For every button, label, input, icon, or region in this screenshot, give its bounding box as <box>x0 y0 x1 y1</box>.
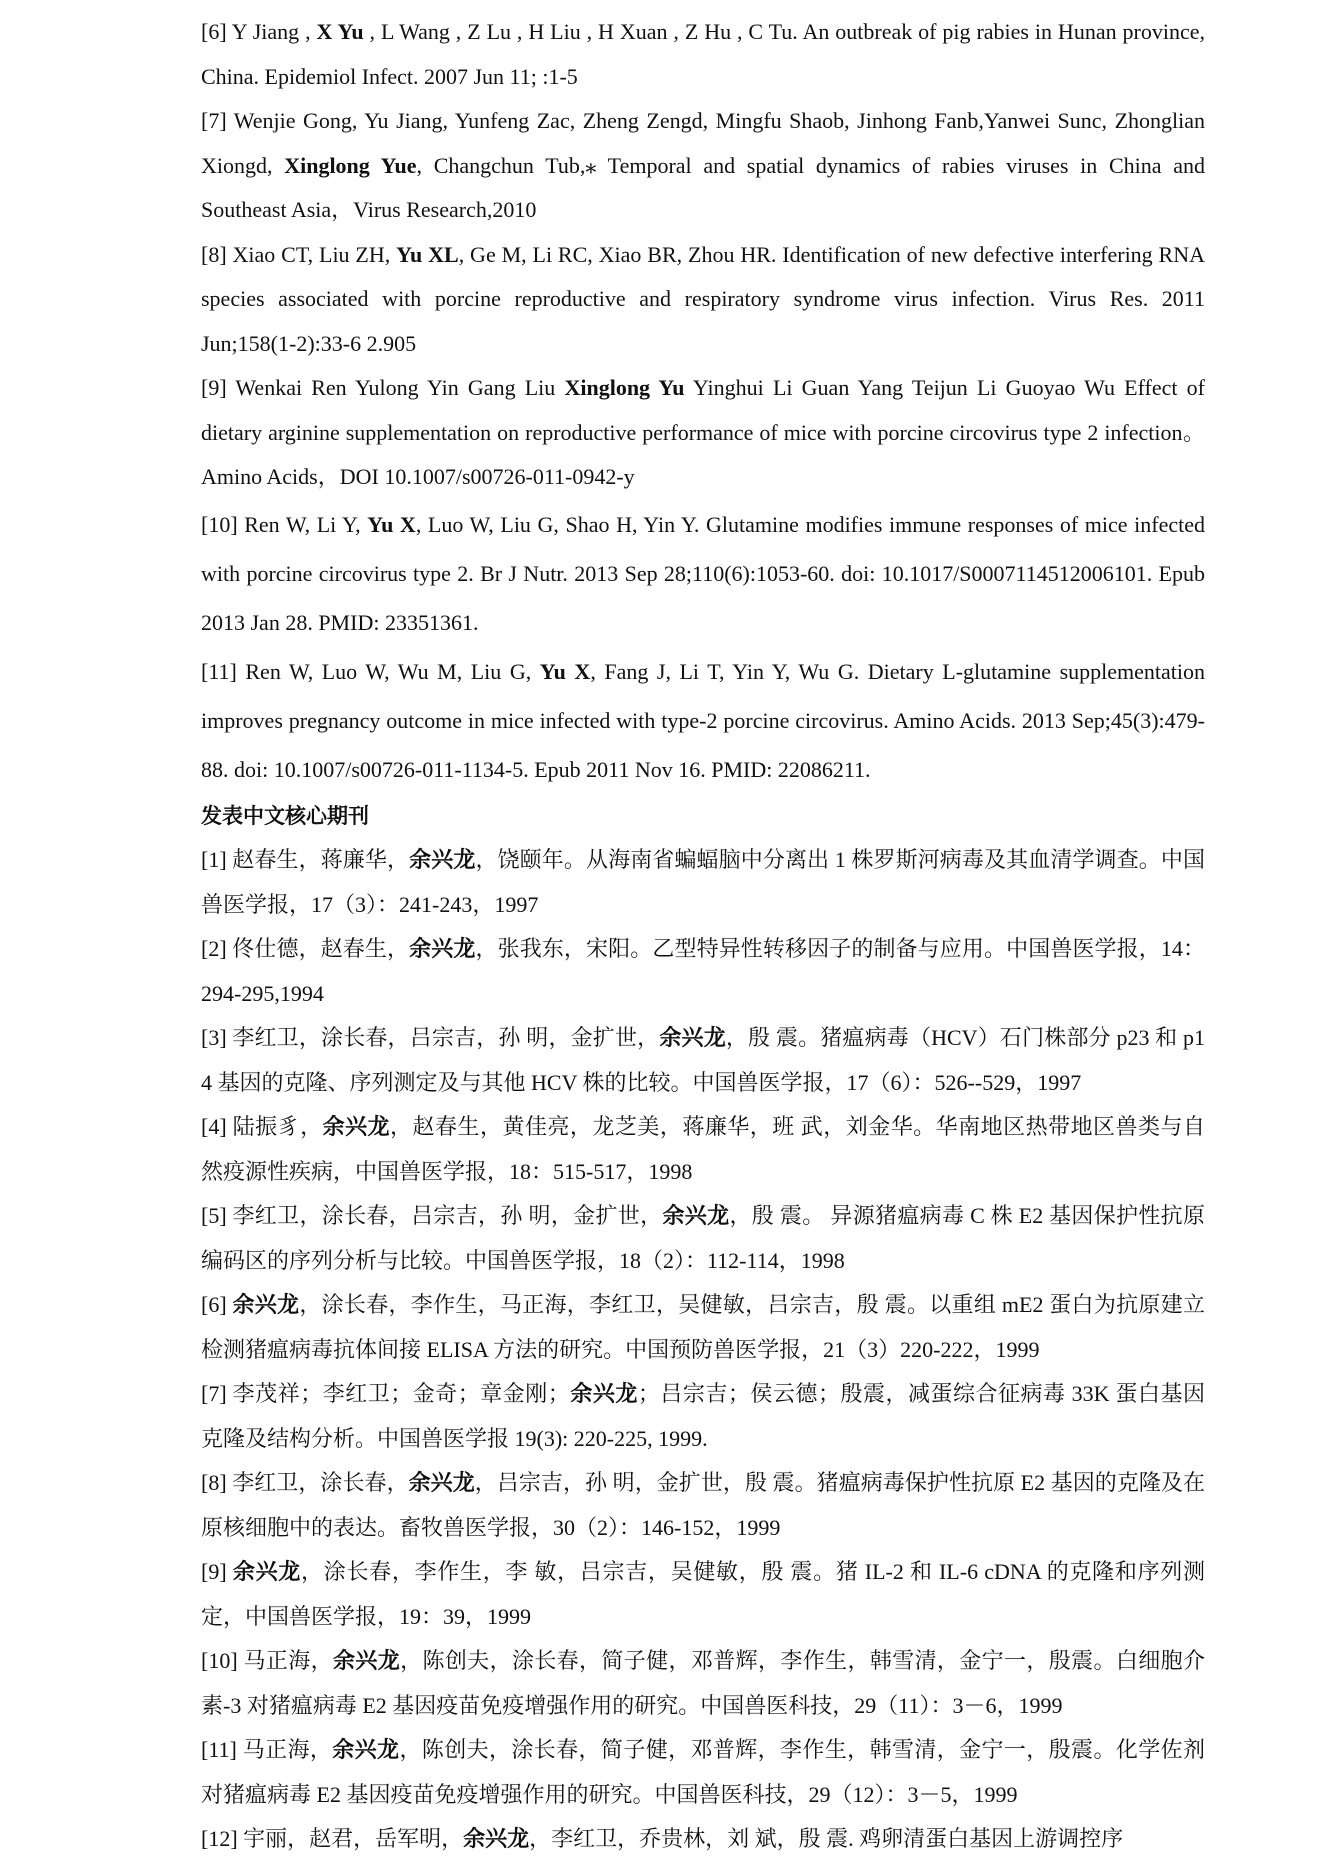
reference-text: [3] 李红卫，涂长春，吕宗吉，孙 明，金扩世， <box>201 1025 660 1050</box>
reference-text: ，张我东，宋阳。乙型特异性转移因子的制备与应用。中国兽医学报，14：294-295,1994 <box>201 936 1205 1006</box>
reference-text: , Ge M, Li RC, Xiao BR, Zhou HR. Identification of new defective interfering RNA species associated with porcine reproductive and respiratory syndrome virus infection. Virus Res. 2011 Jun;158(1-2):33-6 2.905 <box>201 241 1205 356</box>
highlighted-author: Xinglong Yu <box>564 375 685 400</box>
reference-text: [2] 佟仕德，赵春生， <box>201 936 410 961</box>
reference-item <box>201 99 1205 233</box>
highlighted-author: 余兴龙 <box>333 1648 401 1673</box>
reference-text: [9] Wenkai Ren Yulong Yin Gang Liu <box>201 375 565 400</box>
reference-item <box>201 1550 1205 1639</box>
reference-item <box>201 1283 1205 1372</box>
reference-item <box>201 927 1205 1016</box>
reference-text: ，吕宗吉，孙 明，金扩世，殷 震。猪瘟病毒保护性抗原 E2 基因的克隆及在原核细胞中的表达。畜牧兽医学报，30（2）：146-152，1999 <box>201 1470 1205 1540</box>
highlighted-author: 余兴龙 <box>322 1114 391 1139</box>
highlighted-author: 余兴龙 <box>463 1826 530 1851</box>
highlighted-author: 余兴龙 <box>569 1381 638 1406</box>
reference-text: [7] Wenjie Gong, Yu Jiang, Yunfeng Zac, Zheng Zengd, Mingfu Shaob, Jinhong Fanb,Yanwei Sunc, Zhonglian Xiongd, <box>201 108 1205 178</box>
highlighted-author: Yu X <box>539 658 591 684</box>
reference-text: [6] Y Jiang , <box>201 19 317 44</box>
reference-text: [11] 马正海， <box>201 1737 333 1762</box>
reference-text: [4] 陆振豸， <box>201 1114 323 1139</box>
reference-item <box>201 1372 1205 1461</box>
reference-text: , Fang J, Li T, Yin Y, Wu G. Dietary L-glutamine supplementation improves pregnancy outcome in mice infected with type-2 porcine circovirus. Amino Acids. 2013 Sep;45(3):479-88. doi: 10.1007/s00726-011-1134-5. Epub 2011 Nov 16. PMID: 22086211. <box>201 658 1205 782</box>
reference-item <box>201 500 1205 647</box>
reference-item <box>201 366 1205 500</box>
highlighted-author: 余兴龙 <box>408 1470 475 1495</box>
highlighted-author: Yu XL <box>396 241 459 267</box>
reference-text: [1] 赵春生，蒋廉华， <box>201 847 410 872</box>
reference-text: , L Wang , Z Lu , H Liu , H Xuan , Z Hu , C Tu. An outbreak of pig rabies in Hunan province, China. Epidemiol Infect. 2007 Jun 11; :1-5 <box>201 19 1205 89</box>
reference-item <box>201 10 1205 99</box>
highlighted-author: 余兴龙 <box>232 1559 302 1584</box>
reference-text: ，陈创夫，涂长春，简子健，邓普辉，李作生，韩雪清，金宁一，殷震。白细胞介素-3 对猪瘟病毒 E2 基因疫苗免疫增强作用的研究。中国兽医科技，29（11）：3－6，1999 <box>201 1648 1205 1718</box>
reference-text: ，殷 震。猪瘟病毒（HCV）石门株部分 p23 和 p14 基因的克隆、序列测定及与其他 HCV 株的比较。中国兽医学报，17（6）：526--529，1997 <box>201 1025 1206 1095</box>
reference-text: , Luo W, Liu G, Shao H, Yin Y. Glutamine modifies immune responses of mice infected with porcine circovirus type 2. Br J Nutr. 2013 Sep 28;110(6):1053-60. doi: 10.1017/S0007114512006101. Epub 2013 Jan 28. PMID: 23351361. <box>201 511 1205 635</box>
reference-item <box>201 838 1205 927</box>
reference-text: [10] Ren W, Li Y, <box>201 511 368 537</box>
english-reference-list <box>201 10 1205 794</box>
reference-text: [10] 马正海， <box>201 1648 333 1673</box>
reference-item <box>201 1728 1205 1817</box>
reference-item <box>201 1817 1205 1862</box>
reference-text: [11] Ren W, Luo W, Wu M, Liu G, <box>201 658 540 684</box>
reference-text: [7] 李茂祥；李红卫；金奇；章金刚； <box>201 1381 570 1406</box>
reference-text: [6] <box>201 1292 233 1317</box>
reference-item <box>201 1105 1205 1194</box>
reference-text: [8] 李红卫，涂长春， <box>201 1470 409 1495</box>
highlighted-author: 余兴龙 <box>659 1025 726 1050</box>
reference-item <box>201 647 1205 794</box>
highlighted-author: Yu X <box>367 511 416 537</box>
reference-text: Yinghui Li Guan Yang Teijun Li Guoyao Wu Effect of dietary arginine supplementation on reproductive performance of mice with porcine circovirus type 2 infection。Amino Acids，DOI 10.1007/s00726-011-0942-y <box>201 375 1205 489</box>
reference-text: ；吕宗吉；侯云德；殷震，减蛋综合征病毒 33K 蛋白基因克隆及结构分析。中国兽医学报 19(3): 220-225, 1999. <box>201 1381 1205 1451</box>
reference-text: ，涂长春，李作生，马正海，李红卫，吴健敏，吕宗吉，殷 震。以重组 mE2 蛋白为抗原建立检测猪瘟病毒抗体间接 ELISA 方法的研究。中国预防兽医学报，21（3）220-222，1999 <box>201 1292 1205 1362</box>
reference-text: ，赵春生，黄佳亮，龙芝美，蒋廉华，班 武，刘金华。华南地区热带地区兽类与自然疫源性疾病，中国兽医学报，18：515-517，1998 <box>201 1114 1205 1184</box>
document-page <box>201 10 1205 1862</box>
highlighted-author: Xinglong Yue <box>284 152 417 178</box>
reference-item <box>201 233 1205 367</box>
reference-item <box>201 1461 1205 1550</box>
reference-text: ，殷 震。 异源猪瘟病毒 C 株 E2 基因保护性抗原编码区的序列分析与比较。中国兽医学报，18（2）：112-114，1998 <box>201 1203 1205 1273</box>
highlighted-author: 余兴龙 <box>232 1292 300 1317</box>
highlighted-author: X Yu <box>316 19 364 44</box>
reference-item <box>201 1016 1205 1105</box>
reference-text: ，涂长春，李作生，李 敏，吕宗吉，吴健敏，殷 震。猪 IL-2 和 IL-6 cDNA 的克隆和序列测定，中国兽医学报，19：39，1999 <box>201 1559 1205 1629</box>
reference-item <box>201 1639 1205 1728</box>
section-heading: 发表中文核心期刊 <box>201 803 369 828</box>
reference-item <box>201 1194 1205 1283</box>
reference-text: ，陈创夫，涂长春，简子健，邓普辉，李作生，韩雪清，金宁一，殷震。化学佐剂对猪瘟病毒 E2 基因疫苗免疫增强作用的研究。中国兽医科技，29（12）：3－5，1999 <box>201 1737 1205 1807</box>
reference-text: ，饶颐年。从海南省蝙蝠脑中分离出 1 株罗斯河病毒及其血清学调查。中国兽医学报，17（3）：241-243，1997 <box>201 847 1205 917</box>
reference-text: [12] 宇丽，赵君，岳军明， <box>201 1826 464 1851</box>
highlighted-author: 余兴龙 <box>332 1737 400 1762</box>
reference-text: [9] <box>201 1559 233 1584</box>
highlighted-author: 余兴龙 <box>409 847 476 872</box>
chinese-reference-list <box>201 838 1205 1862</box>
reference-text: [8] Xiao CT, Liu ZH, <box>201 241 397 267</box>
highlighted-author: 余兴龙 <box>662 1203 730 1228</box>
reference-text: , Changchun Tub,⁎ Temporal and spatial dynamics of rabies viruses in China and Southeast Asia，Virus Research,2010 <box>201 152 1205 222</box>
reference-text: [5] 李红卫，涂长春，吕宗吉，孙 明，金扩世， <box>201 1203 663 1228</box>
highlighted-author: 余兴龙 <box>409 936 476 961</box>
reference-text: ，李红卫，乔贵林，刘 斌，殷 震. 鸡卵清蛋白基因上游调控序 <box>529 1826 1124 1851</box>
